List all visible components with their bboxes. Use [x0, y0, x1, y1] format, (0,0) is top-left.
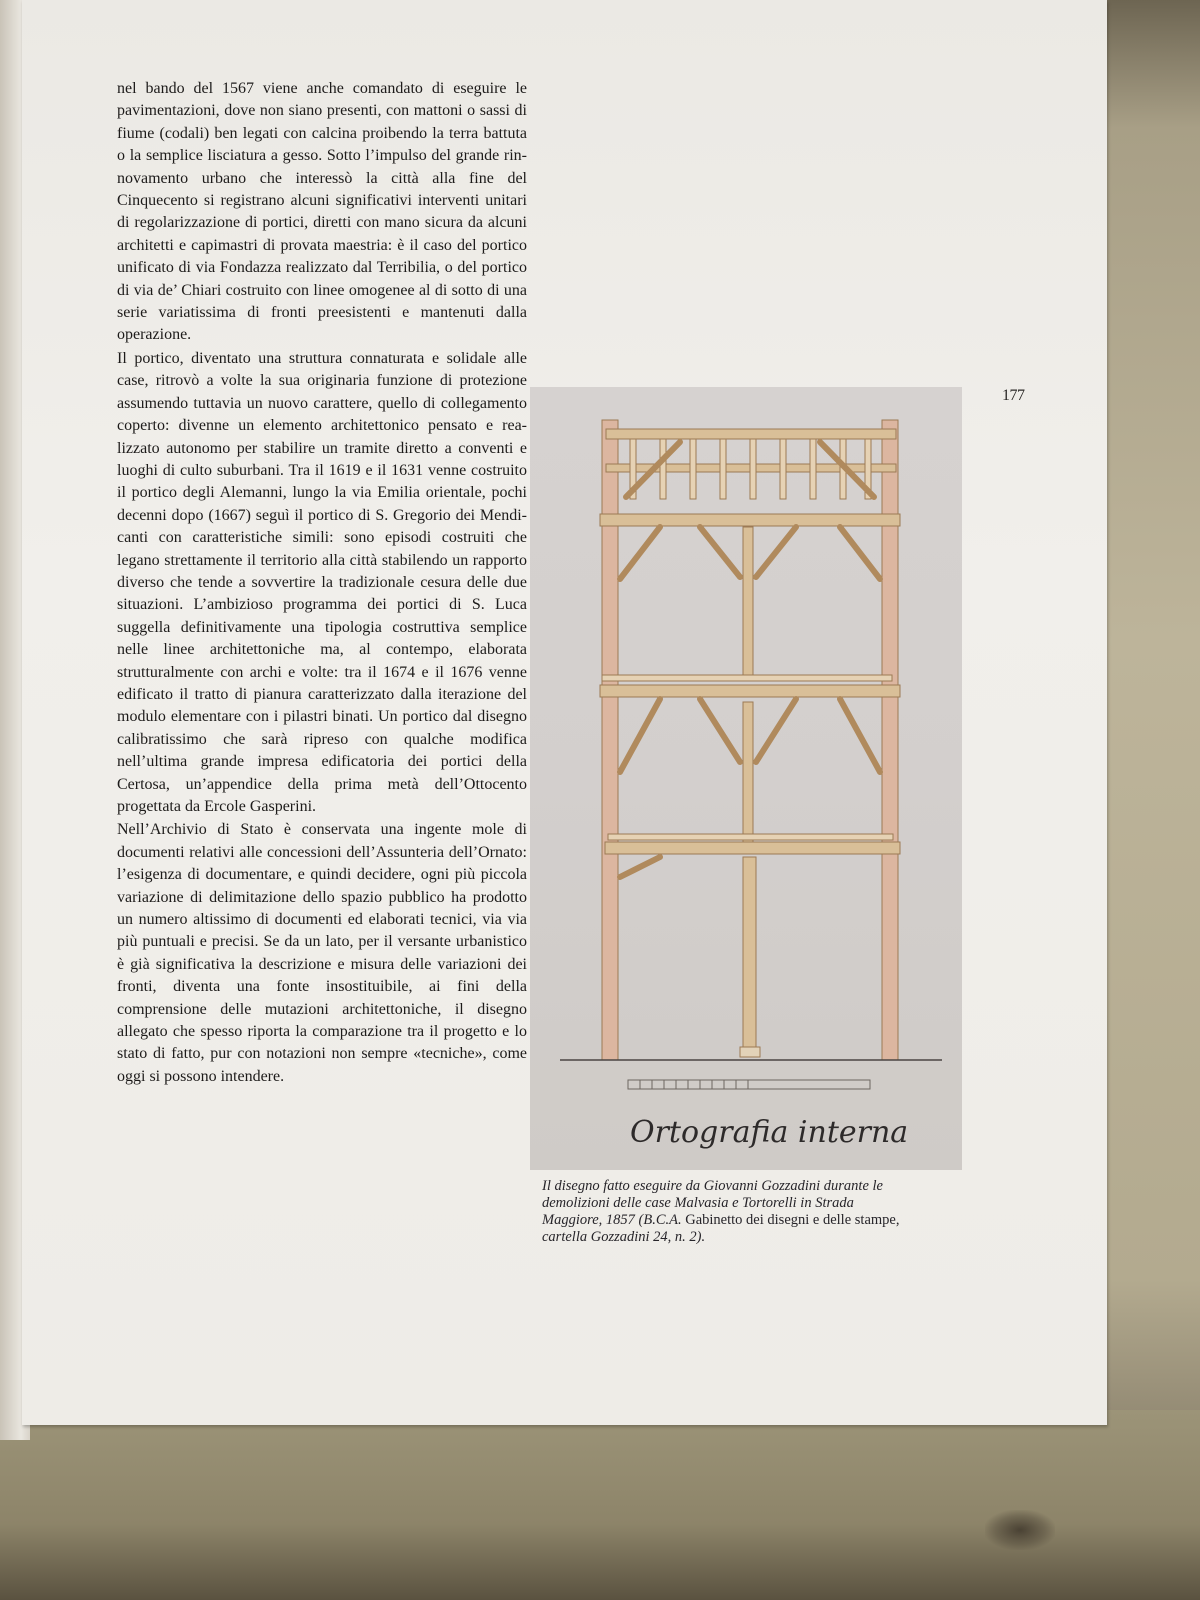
paragraph-1: nel bando del 1567 viene anche comandato di eseguire le pavimentazioni, dove non siano presenti, con mattoni o sassi di fiume (codali) ben legati con calcina proibendo la terra battuta o la semplice lisciatura a gesso. Sotto l’impulso del grande rinnovamento urbano che interessò la città alla fine del Cinquecento si registrano alcuni significativi interventi unitari di regolarizzazione di portici, diretti con mano sicura da alcuni architetti e capimastri di provata maestria: è il caso del portico unificato di via Fondazza realizzato dal Terribilia, o del portico di via de’ Chiari costruito con linee omogenee al di sotto di una serie variatissima di fronti preesistenti e mantenuti dalla operazione. [117, 80, 527, 344]
caption-italic-2: cartella Gozzadini 24, n. 2). [542, 1229, 706, 1245]
figure-caption [542, 1178, 912, 1246]
handwritten-label: Ortografia interna [630, 1115, 909, 1150]
table-stain [985, 1510, 1055, 1550]
caption-italic-1: Il disegno fatto eseguire da Giovanni Gozzadini durante le demolizioni delle case Malvasia e Tortorelli in Strada Maggiore, 1857 (B.C.A. [542, 1178, 883, 1228]
paragraph-2: Il portico, diventato una struttura connaturata e solidale alle case, ritrovò a volte la sua originaria funzione di protezione assumendo tuttavia un nuovo carattere, quello di collegamento coperto: divenne un elemento architettonico pensato e realizzato autonomo per stabilire un tramite diretto a conventi e luoghi di culto suburbani. Tra il 1619 e il 1631 venne costruito il portico degli Alemanni, lungo la via Emilia orientale, pochi decenni dopo (1667) seguì il portico di S. Gregorio dei Mendicanti con caratteristiche simili: sono episodi costruiti che legano strettamente il territorio alla città stabilendo un rapporto diverso che tende a sovvertire la tradizionale cesura delle due situazioni. L’ambizioso programma dei portici di S. Luca suggella definitivamente una tipologia costruttiva semplice nelle linee architettoniche ma, al contempo, elaborata strutturalmente con archi e volte: tra il 1674 e il 1676 venne edificato il tratto di pianura caratterizzato dalla iterazione del modulo elementare con i pilastri binati. Un portico dal disegno calibratissimo che sarà ripreso con qualche modifica nell’ultima grande impresa edificatoria dei portici della Certosa, un’appendice della prima metà dell’Ottocento progettata da Ercole Gasperini. [117, 349, 527, 815]
body-text [117, 78, 527, 1088]
paragraph-3: Nell’Archivio di Stato è conservata una ingente mole di documenti relativi alle concessioni dell’Assunteria dell’Ornato: l’esigenza di documentare, e quindi decidere, ogni più piccola variazione di delimitazione dello spazio pubblico ha prodotto un numero altissimo di documenti ed elaborati tecnici, via via più puntuali e precisi. Se da un lato, per il versante urbanistico è già significativa la descrizione e misura delle variazioni dei fronti, diventa una fonte insostituibile, ai fini della comprensione delle mutazioni architettoniche, il disegno allegato che spesso riporta la comparazione tra il progetto e lo stato di fatto, pur con notazioni non sempre «tecniche», come oggi si possono intendere. [117, 821, 527, 1085]
caption-roman: Gabinetto dei disegni e delle stampe, [681, 1212, 900, 1228]
book-page [22, 0, 1107, 1425]
drawing-illustration [530, 387, 962, 1170]
table-surface [0, 1410, 1200, 1600]
timber-frame-drawing [530, 387, 962, 1170]
page-number: 177 [1002, 387, 1025, 404]
